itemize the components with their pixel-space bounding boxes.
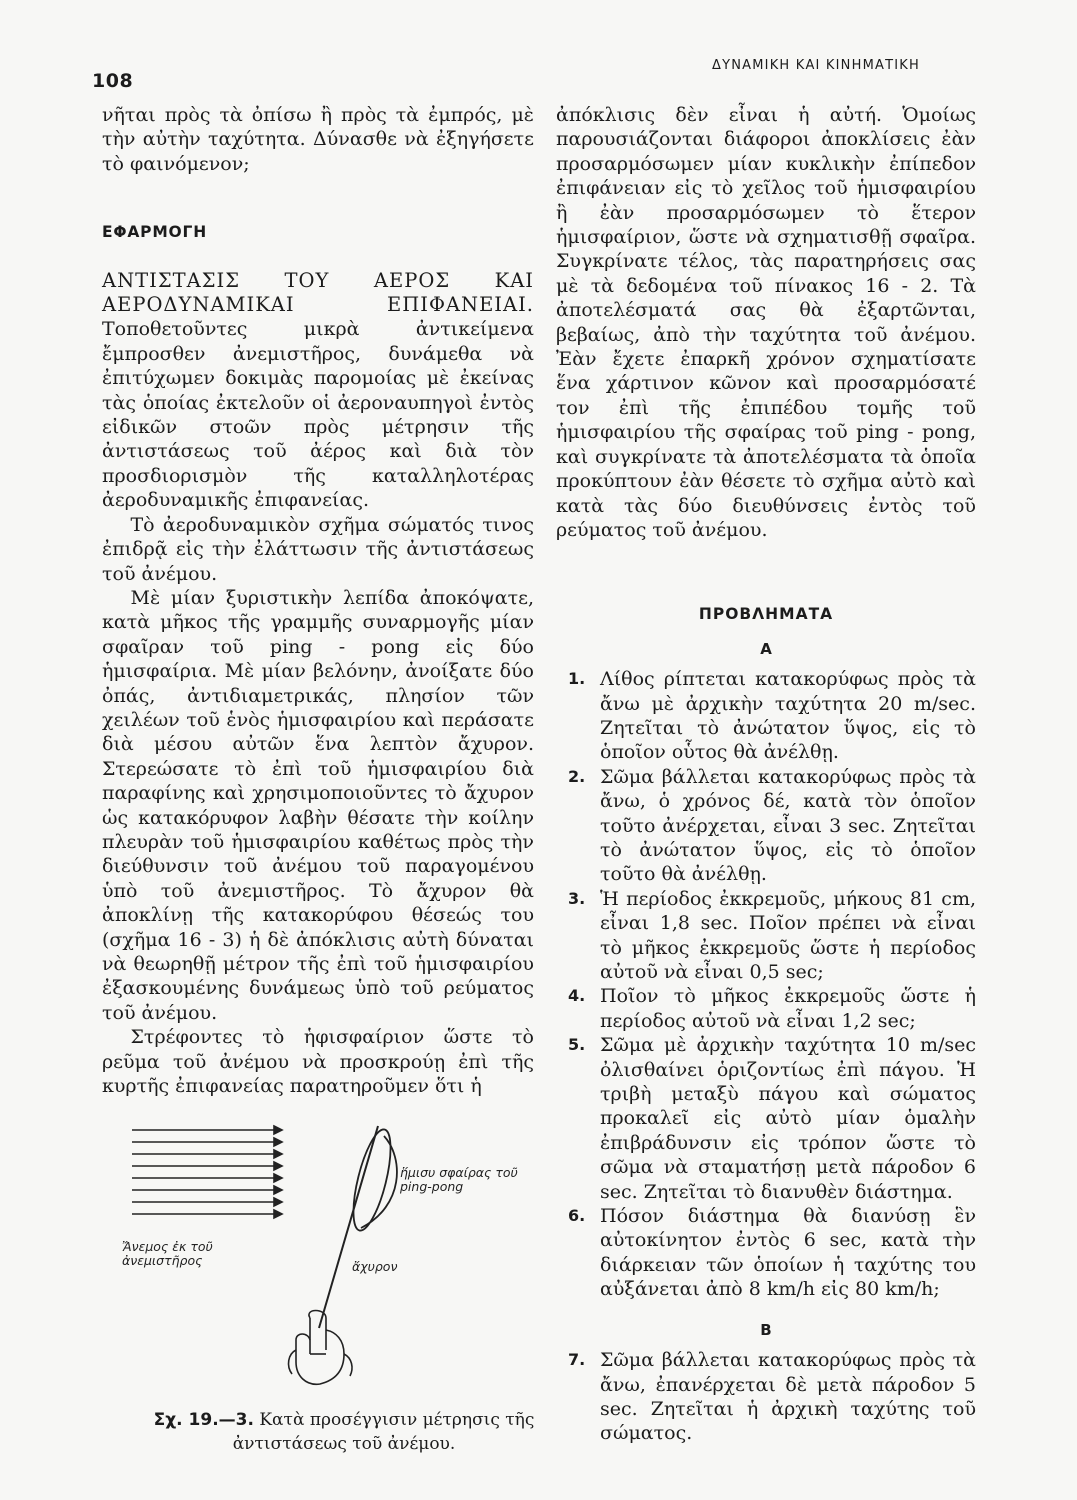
problem-item <box>556 1348 976 1446</box>
problem-number: 3. <box>568 888 586 908</box>
lead-paragraph <box>102 269 534 513</box>
problem-item <box>556 984 976 1033</box>
section-heading: ΕΦΑΡΜΟΓΗ <box>102 223 207 242</box>
figure-caption <box>144 1408 544 1456</box>
right-column <box>556 103 976 1446</box>
lead-text: Τοποθετοῦντες μικρὰ ἀντικείμενα ἔμπροσθεν ἀνεμιστῆρος, δυνάμεθα νὰ ἐπιτύχωμεν δοκιμὰς παρομοίας μὲ ἐκείνας τὰς ὁποίας ἐκτελοῦν οἱ ἀεροναυπηγοὶ ἐντὸς εἰδικῶν στοῶν πρὸς μέτρησιν τῆς ἀντιστάσεως τοῦ ἀέρος καὶ διὰ τὸν προσδιορισμὸν τῆς καταλληλοτέρας ἀεροδυναμικῆς ἐπιφανείας. <box>102 318 534 512</box>
problems-list-a <box>556 667 976 1302</box>
problem-number: 7. <box>568 1350 586 1370</box>
paragraph-experiment: Μὲ μίαν ξυριστικὴν λεπίδα ἀποκόψατε, κατὰ μῆκος τῆς γραμμῆς συναρμογῆς μίαν σφαῖραν τοῦ ping - pong εἰς δύο ἡμισφαίρια. Μὲ μίαν βελόνην, ἀνοίξατε δύο ὀπάς, ἀντιδιαμετρικάς, πλησίον τῶν χειλέων τοῦ ἑνὸς ἡμισφαιρίου καὶ περάσατε διὰ μέσου αὐτῶν ἕνα λεπτὸν ἄχυρον. Στερεώσατε τὸ ἐπὶ τοῦ ἡμισφαιρίου διὰ παραφίνης καὶ χρησιμοποιοῦντες τὸ ἄχυρον ὡς κατακόρυφον λαβὴν θέσατε τὴν κοίλην πλευρὰν τοῦ ἡμισφαιρίου καθέτως πρὸς τὴν διεύθυνσιν τοῦ ἀνέμου τοῦ παραγομένου ὑπὸ τοῦ ἀνεμιστῆρος. Τὸ ἄχυρον θὰ ἀποκλίνῃ τῆς κατακορύφου θέσεώς του (σχῆμα 16 - 3) ἡ δὲ ἀπόκλισις αὐτὴ δύναται νὰ θεωρηθῇ μέτρον τῆς ἐπὶ τοῦ ἡμισφαιρίου ἐξασκουμένης δυνάμεως ὑπὸ τοῦ ρεύματος τοῦ ἀνέμου. <box>102 586 534 1024</box>
problem-item <box>556 887 976 985</box>
paragraph-rotation: Στρέφοντες τὸ ἡφισφαίριον ὥστε τὸ ρεῦμα τοῦ ἀνέμου νὰ προσκρούῃ ἐπὶ τῆς κυρτῆς ἐπιφανείας παρατηροῦμεν ὅτι ἡ <box>102 1026 534 1098</box>
caption-number: Σχ. 19.—3. <box>153 1410 254 1430</box>
wind-arrows <box>132 1126 282 1218</box>
problem-text: Πόσον διάστημα θὰ διανύσῃ ἓν αὐτοκίνητον ἐντὸς 6 sec, κατὰ τὴν διάρκειαν τῶν ὁποίων ἡ ταχύτης του αὐξάνεται ἀπὸ 8 km/h εἰς 80 km/h; <box>600 1205 976 1301</box>
problem-item <box>556 1033 976 1204</box>
hemisphere-drawing <box>346 1126 398 1234</box>
label-hemisphere: ἥμισυ σφαίρας τοῦ ping-pong <box>400 1165 518 1194</box>
problem-group-b: Β <box>760 1320 772 1339</box>
problem-text: Λίθος ρίπτεται κατακορύφως πρὸς τὰ ἄνω μὲ ἀρχικὴν ταχύτητα 20 m/sec. Ζητεῖται τὸ ἀνώτατον ὕψος, εἰς τὸ ὁποῖον οὗτος θὰ ἀνέλθῃ. <box>600 668 976 764</box>
problem-item <box>556 1204 976 1302</box>
problem-text: Ποῖον τὸ μῆκος ἐκκρεμοῦς ὥστε ἡ περίοδος αὐτοῦ νὰ εἶναι 1,2 sec; <box>600 985 976 1032</box>
intro-paragraph: νῆται πρὸς τὰ ὀπίσω ἢ πρὸς τὰ ἐμπρός, μὲ τὴν αὐτὴν ταχύτητα. Δύνασθε νὰ ἐξηγήσετε τὸ φαινόμενον; <box>102 104 534 175</box>
label-wind: Ἄνεμος ἐκ τοῦ ἀνεμιστῆρος <box>122 1239 213 1268</box>
figure-wind-resistance <box>104 1118 534 1408</box>
page-number: 108 <box>92 70 134 92</box>
straw-drawing <box>319 1126 378 1328</box>
lead-title: ΑΝΤΙΣΤΑΣΙΣ ΤΟΥ ΑΕΡΟΣ ΚΑΙ ΑΕΡΟΔΥΝΑΜΙΚΑΙ ΕΠΙΦΑΝΕΙΑΙ. <box>102 268 534 317</box>
continuation-paragraph: ἀπόκλισις δὲν εἶναι ἡ αὐτή. Ὁμοίως παρουσιάζονται διάφοροι ἀποκλίσεις ἐὰν προσαρμόσωμεν μίαν κυκλικὴν ἐπίπεδον ἐπιφάνειαν εἰς τὸ χεῖλος τοῦ ἡμισφαιρίου ἢ ἐὰν προσαρμόσωμεν τὸ ἕτερον ἡμισφαίριον, ὥστε νὰ σχηματισθῇ σφαῖρα. Συγκρίνατε τέλος, τὰς παρατηρήσεις σας μὲ τὰ δεδομένα τοῦ πίνακος 16 - 2. Τὰ ἀποτελέσματά σας θὰ ἐξαρτῶνται, βεβαίως, ἀπὸ τὴν ταχύτητα τοῦ ἀνέμου. Ἐὰν ἔχετε ἐπαρκῆ χρόνον σχηματίσατε ἕνα χάρτινον κῶνον καὶ προσαρμόσατέ τον ἐπὶ τῆς ἐπιπέδου τομῆς τοῦ ἡμισφαιρίου τῆς σφαίρας τοῦ ping - pong, καὶ συγκρίνατε τὰ ἀποτελέσματα τὰ ὁποῖα προκύπτουν ἐὰν θέσετε τὸ σχῆμα αὐτὸ καὶ κατὰ τὰς δύο διευθύνσεις ἐντὸς τοῦ ρεύματος τοῦ ἀνέμου. <box>556 104 976 541</box>
problems-heading: ΠΡΟΒΛΗΜΑΤΑ <box>698 605 834 624</box>
problem-item <box>556 667 976 765</box>
problem-number: 2. <box>568 766 586 786</box>
problem-text: Σῶμα βάλλεται κατακορύφως πρὸς τὰ ἄνω, ἐπανέρχεται δὲ μετὰ πάροδον 5 sec. Ζητεῖται ἡ ἀρχικὴ ταχύτης τοῦ σώματος. <box>600 1349 976 1445</box>
problem-text: Σῶμα μὲ ἀρχικὴν ταχύτητα 10 m/sec ὀλισθαίνει ὁριζοντίως ἐπὶ πάγου. Ἡ τριβὴ μεταξὺ πάγου καὶ σώματος προκαλεῖ εἰς αὐτὸ μίαν ὁμαλὴν ἐπιβράδυνσιν εἰς τρόπον ὥστε τὸ σῶμα νὰ σταματήσῃ μετὰ πάροδον 6 sec. Ζητεῖται τὸ διανυθὲν διάστημα. <box>600 1034 976 1203</box>
problem-number: 1. <box>568 669 586 689</box>
problem-text: Σῶμα βάλλεται κατακορύφως πρὸς τὰ ἄνω, ὁ χρόνος δέ, κατὰ τὸν ὁποῖον τοῦτο ἀνέρχεται, εἶναι 3 sec. Ζητεῖται τὸ ἀνώτατον ὕψος, εἰς τὸ ὁποῖον τοῦτο θὰ ἀνέλθῃ. <box>600 765 976 886</box>
problem-number: 5. <box>568 1035 586 1055</box>
label-straw: ἄχυρον <box>352 1259 398 1274</box>
caption-text: Κατὰ προσέγγισιν μέτρησις τῆς ἀντιστάσεως τοῦ ἀνέμου. <box>232 1410 535 1454</box>
problem-item <box>556 765 976 887</box>
problem-group-a: Α <box>760 639 772 658</box>
problem-text: Ἡ περίοδος ἐκκρεμοῦς, μήκους 81 cm, εἶναι 1,8 sec. Ποῖον πρέπει νὰ εἶναι τὸ μῆκος ἐκκρεμοῦς ὥστε ἡ περίοδος αὐτοῦ νὰ εἶναι 0,5 sec; <box>600 887 976 983</box>
problem-number: 4. <box>568 986 586 1006</box>
left-column <box>102 103 534 1098</box>
running-head: ΔΥΝΑΜΙΚΗ ΚΑΙ ΚΙΝΗΜΑΤΙΚΗ <box>712 58 920 73</box>
problem-number: 6. <box>568 1206 586 1226</box>
problems-list-b <box>556 1348 976 1446</box>
paragraph-aerodynamic-shape: Τὸ ἀεροδυναμικὸν σχῆμα σώματός τινος ἐπιδρᾷ εἰς τὴν ἐλάττωσιν τῆς ἀντιστάσεως τοῦ ἀνέμου. <box>102 513 534 585</box>
